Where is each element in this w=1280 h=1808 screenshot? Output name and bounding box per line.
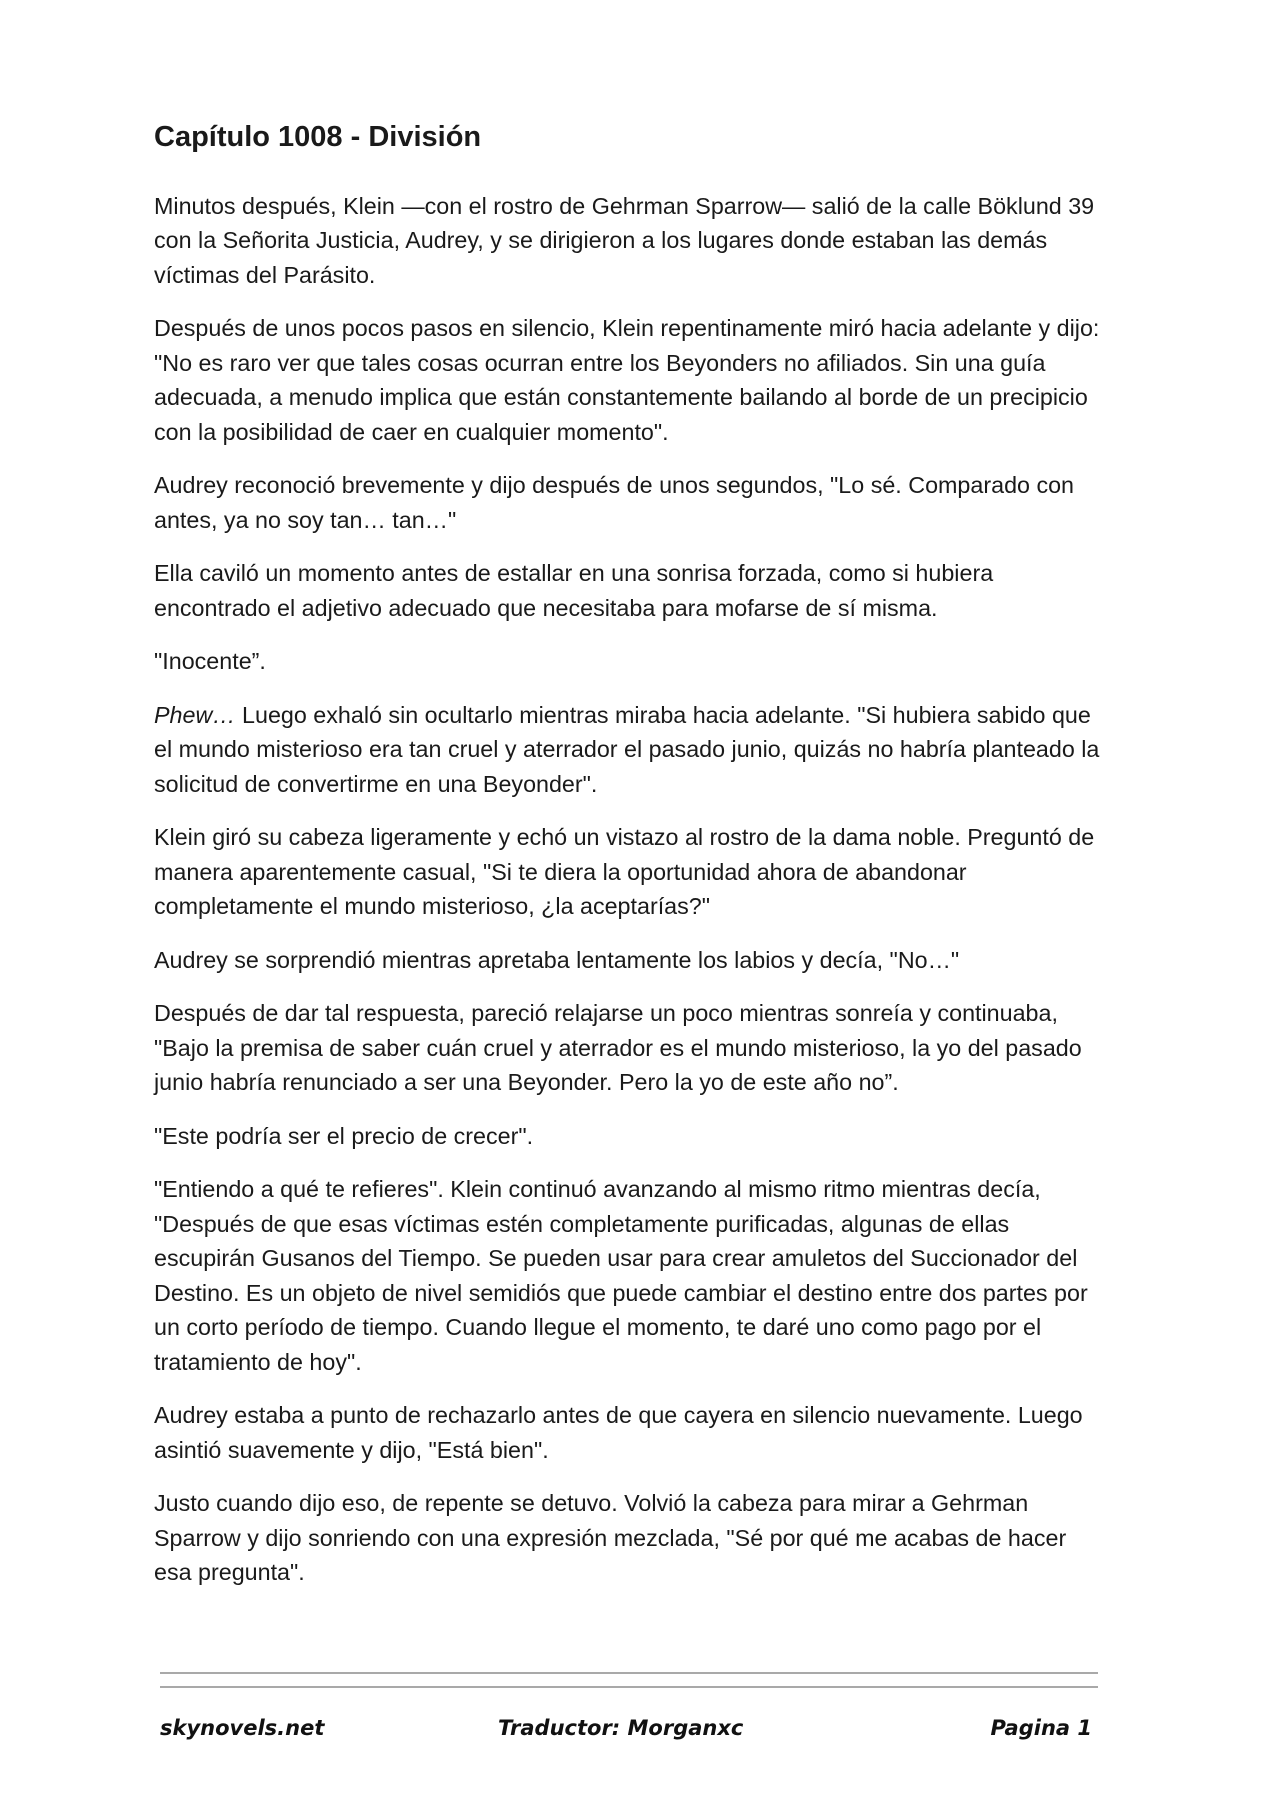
paragraph bbox=[154, 1119, 1104, 1154]
paragraph-text: Minutos después, Klein —con el rostro de Gehrman Sparrow— salió de la calle Böklund 39 con la Señorita Justicia, Audrey, y se dirigieron a los lugares donde estaban las demás víctimas del Parásito. bbox=[154, 192, 1095, 288]
paragraph bbox=[154, 698, 1104, 802]
page-footer bbox=[160, 1716, 1098, 1750]
paragraph bbox=[154, 996, 1104, 1100]
paragraph-text: Ella caviló un momento antes de estallar en una sonrisa forzada, como si hubiera encontrado el adjetivo adecuado que necesitaba para mofarse de sí misma. bbox=[154, 560, 994, 621]
paragraph-text: Audrey se sorprendió mientras apretaba lentamente los labios y decía, "No…" bbox=[154, 946, 960, 973]
paragraph bbox=[154, 311, 1104, 449]
paragraph-text: Klein giró su cabeza ligeramente y echó un vistazo al rostro de la dama noble. Preguntó de manera aparentemente casual, "Si te diera la oportunidad ahora de abandonar completamente el mundo misterioso, ¿la aceptarías?" bbox=[154, 824, 1095, 920]
paragraph-text: Después de unos pocos pasos en silencio, Klein repentinamente miró hacia adelante y dijo: "No es raro ver que tales cosas ocurran entre los Beyonders no afiliados. Sin una guía adecuada, a menudo implica que están constantemente bailando al borde de un precipicio con la posibilidad de caer en cualquier momento". bbox=[154, 315, 1100, 445]
paragraph-text: Después de dar tal respuesta, pareció relajarse un poco mientras sonreía y continuaba, "Bajo la premisa de saber cuán cruel y aterrador es el mundo misterioso, la yo del pasado junio habría renunciado a ser una Beyonder. Pero la yo de este año no”. bbox=[154, 1000, 1082, 1096]
paragraph bbox=[154, 189, 1104, 293]
paragraph-text: Justo cuando dijo eso, de repente se detuvo. Volvió la cabeza para mirar a Gehrman Sparrow y dijo sonriendo con una expresión mezclada, "Sé por qué me acabas de hacer esa pregunta". bbox=[154, 1490, 1067, 1586]
paragraph-text: "Este podría ser el precio de crecer". bbox=[154, 1122, 534, 1149]
footer-page-number: Pagina 1 bbox=[990, 1716, 1092, 1740]
document-page bbox=[154, 120, 1104, 1609]
paragraph-text: "Inocente”. bbox=[154, 648, 266, 675]
paragraph bbox=[154, 943, 1104, 978]
italic-interjection: Phew… bbox=[154, 701, 236, 728]
footer-divider bbox=[160, 1686, 1098, 1688]
paragraph-text: Luego exhaló sin ocultarlo mientras miraba hacia adelante. "Si hubiera sabido que el mundo misterioso era tan cruel y aterrador el pasado junio, quizás no habría planteado la solicitud de convertirme en una Beyonder". bbox=[154, 701, 1100, 797]
paragraph bbox=[154, 556, 1104, 625]
paragraph-text: Audrey reconoció brevemente y dijo después de unos segundos, "Lo sé. Comparado con antes, ya no soy tan… tan…" bbox=[154, 472, 1075, 533]
paragraph bbox=[154, 1172, 1104, 1379]
paragraph-text: Audrey estaba a punto de rechazarlo antes de que cayera en silencio nuevamente. Luego asintió suavemente y dijo, "Está bien". bbox=[154, 1402, 1083, 1463]
paragraph bbox=[154, 820, 1104, 924]
footer-translator: Traductor: Morganxc bbox=[498, 1716, 744, 1740]
footer-divider bbox=[160, 1672, 1098, 1674]
paragraph-text: "Entiendo a qué te refieres". Klein continuó avanzando al mismo ritmo mientras decía, "Después de que esas víctimas estén completamente purificadas, algunas de ellas escupirán Gusanos del Tiempo. Se pueden usar para crear amuletos del Succionador del Destino. Es un objeto de nivel semidiós que puede cambiar el destino entre dos partes por un corto período de tiempo. Cuando llegue el momento, te daré uno como pago por el tratamiento de hoy". bbox=[154, 1176, 1088, 1375]
paragraph bbox=[154, 1398, 1104, 1467]
paragraph bbox=[154, 644, 1104, 679]
paragraph bbox=[154, 468, 1104, 537]
chapter-title: Capítulo 1008 - División bbox=[154, 121, 482, 153]
footer-site: skynovels.net bbox=[160, 1716, 325, 1740]
paragraph bbox=[154, 1486, 1104, 1590]
